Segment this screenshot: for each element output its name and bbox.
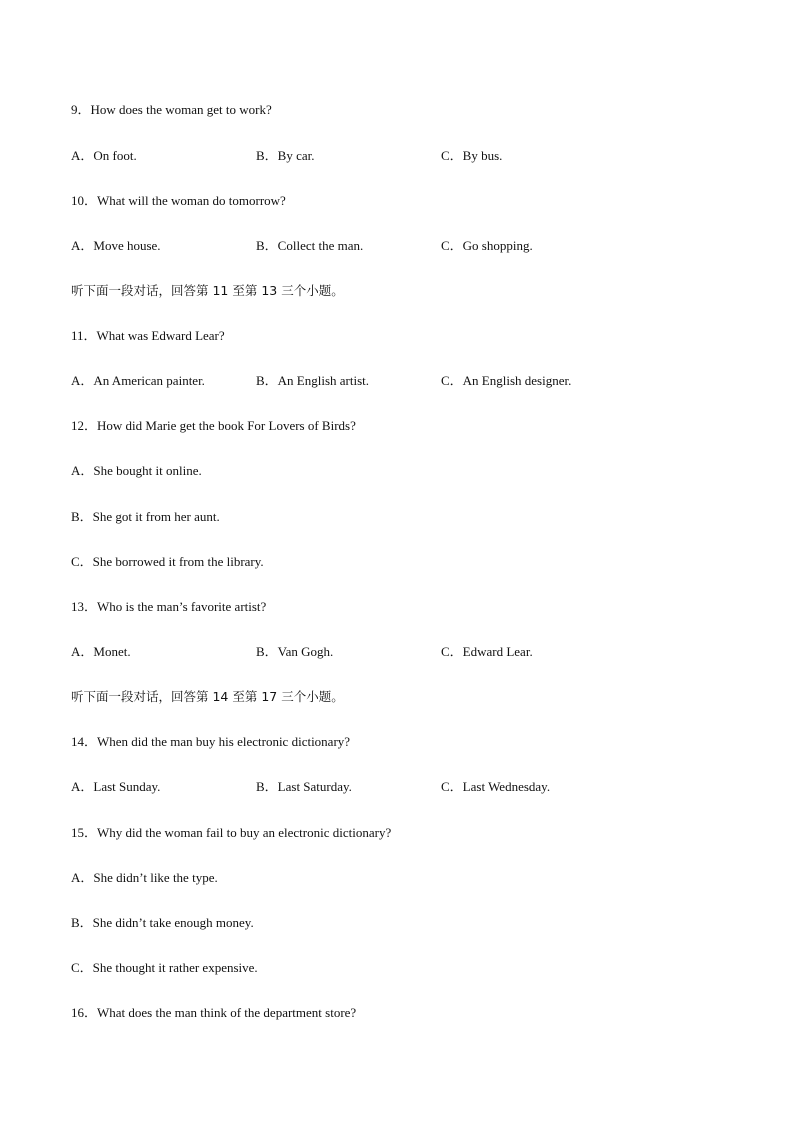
question-16: 16．What does the man think of the department store? bbox=[71, 1005, 357, 1020]
question-15-option-c: C．She thought it rather expensive. bbox=[71, 960, 258, 975]
question-14: 14．When did the man buy his electronic dictionary? bbox=[71, 734, 351, 749]
option-a: A．Monet. bbox=[71, 644, 131, 659]
option-c: C．By bus. bbox=[441, 148, 503, 163]
option-b: B．Collect the man. bbox=[256, 238, 364, 253]
option-c: C．Edward Lear. bbox=[441, 644, 533, 659]
option-c: C．Last Wednesday. bbox=[441, 779, 551, 794]
question-15-option-a: A．She didn’t like the type. bbox=[71, 870, 218, 885]
option-a: A．An American painter. bbox=[71, 373, 205, 388]
question-15: 15．Why did the woman fail to buy an electronic dictionary? bbox=[71, 825, 392, 840]
option-b: B．Last Saturday. bbox=[256, 779, 352, 794]
question-12: 12．How did Marie get the book For Lovers of Birds? bbox=[71, 418, 356, 433]
option-c: C．Go shopping. bbox=[441, 238, 533, 253]
option-c: C．An English designer. bbox=[441, 373, 572, 388]
question-12-option-c: C．She borrowed it from the library. bbox=[71, 554, 264, 569]
question-12-option-b: B．She got it from her aunt. bbox=[71, 509, 220, 524]
section-instruction-2: 听下面一段对话，回答第 14 至第 17 三个小题。 bbox=[71, 689, 344, 704]
option-a: A．Move house. bbox=[71, 238, 161, 253]
option-a: A．On foot. bbox=[71, 148, 137, 163]
question-10: 10．What will the woman do tomorrow? bbox=[71, 193, 286, 208]
option-a: A．Last Sunday. bbox=[71, 779, 161, 794]
option-b: B．An English artist. bbox=[256, 373, 370, 388]
section-instruction-1: 听下面一段对话，回答第 11 至第 13 三个小题。 bbox=[71, 283, 344, 298]
option-b: B．By car. bbox=[256, 148, 315, 163]
question-15-option-b: B．She didn’t take enough money. bbox=[71, 915, 254, 930]
question-12-option-a: A．She bought it online. bbox=[71, 463, 202, 478]
option-b: B．Van Gogh. bbox=[256, 644, 334, 659]
question-13: 13．Who is the man’s favorite artist? bbox=[71, 599, 267, 614]
question-9: 9．How does the woman get to work? bbox=[71, 102, 272, 117]
question-11: 11．What was Edward Lear? bbox=[71, 328, 225, 343]
